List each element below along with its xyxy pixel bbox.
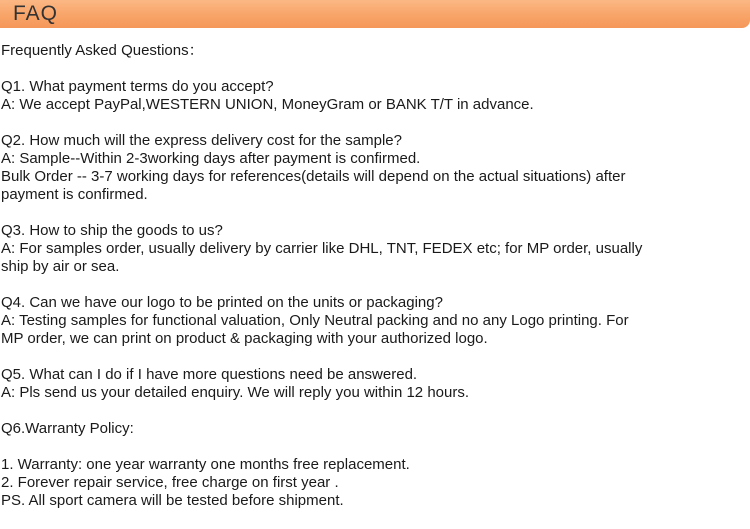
q5-question: Q5. What can I do if I have more questions need be answered.	[1, 366, 418, 383]
warranty-note: PS. All sport camera will be tested before shipment.	[1, 492, 344, 509]
spacer	[1, 60, 746, 78]
q4-answer-line-1: A: Testing samples for functional valuation, Only Neutral packing and no any Logo printing. For	[1, 312, 629, 329]
faq-title: FAQ	[13, 2, 59, 25]
q2-answer-line-3: payment is confirmed.	[1, 186, 148, 203]
spacer	[1, 438, 746, 456]
q1-question: Q1. What payment terms do you accept?	[1, 78, 274, 95]
warranty-item-2: 2. Forever repair service, free charge on first year .	[1, 474, 339, 491]
q2-question: Q2. How much will the express delivery cost for the sample?	[1, 132, 402, 149]
spacer	[1, 114, 746, 132]
spacer	[1, 402, 746, 420]
q4-answer-line-2: MP order, we can print on product & packaging with your authorized logo.	[1, 330, 488, 347]
q3-answer-line-2: ship by air or sea.	[1, 258, 120, 275]
spacer	[1, 348, 746, 366]
q3-answer-line-1: A: For samples order, usually delivery by carrier like DHL, TNT, FEDEX etc; for MP order, usually	[1, 240, 643, 257]
q6-question: Q6.Warranty Policy:	[1, 420, 134, 437]
q4-question: Q4. Can we have our logo to be printed on the units or packaging?	[1, 294, 443, 311]
warranty-item-1: 1. Warranty: one year warranty one months free replacement.	[1, 456, 410, 473]
spacer	[1, 204, 746, 222]
faq-banner	[0, 0, 750, 28]
q2-answer-line-2: Bulk Order -- 3-7 working days for references(details will depend on the actual situations) after	[1, 168, 626, 185]
faq-content	[1, 42, 746, 510]
q5-answer: A: Pls send us your detailed enquiry. We will reply you within 12 hours.	[1, 384, 470, 401]
q3-question: Q3. How to ship the goods to us?	[1, 222, 223, 239]
faq-intro: Frequently Asked Questions：	[1, 42, 204, 59]
q2-answer-line-1: A: Sample--Within 2-3working days after payment is confirmed.	[1, 150, 421, 167]
q1-answer: A: We accept PayPal,WESTERN UNION, MoneyGram or BANK T/T in advance.	[1, 96, 534, 113]
spacer	[1, 276, 746, 294]
